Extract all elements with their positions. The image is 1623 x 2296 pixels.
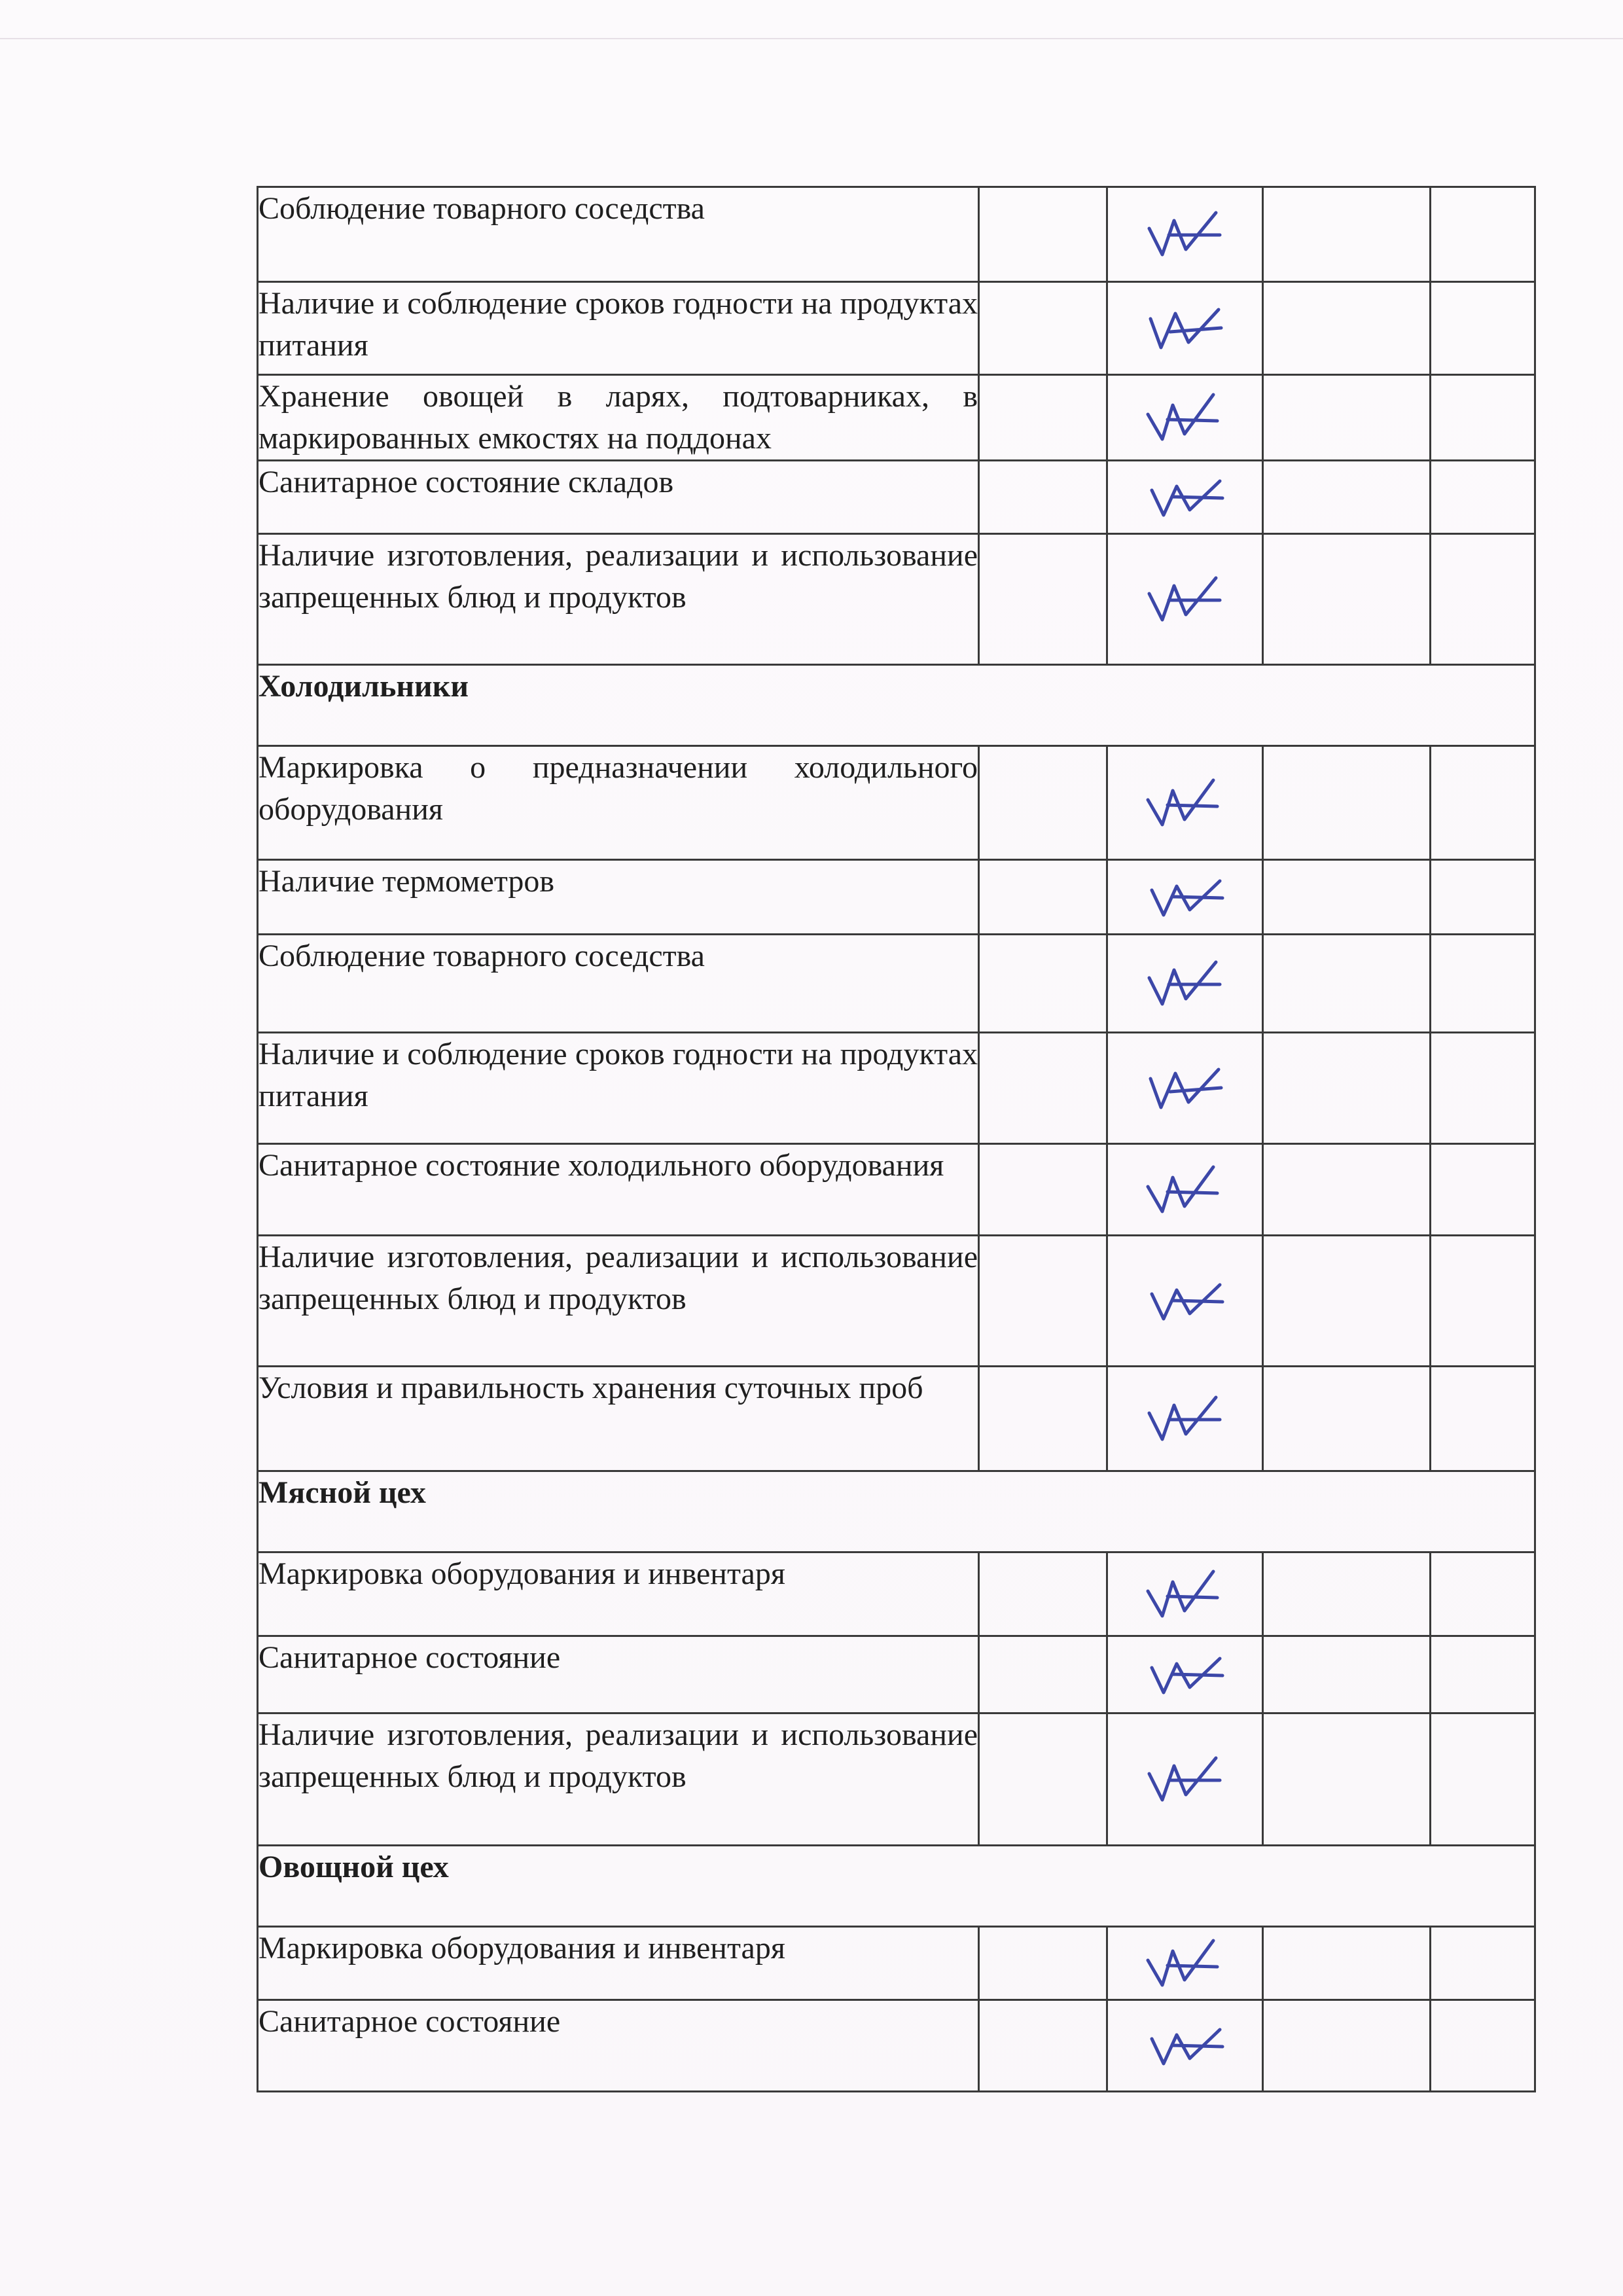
handwritten-initials-mark [1143,958,1228,1009]
empty-cell [1263,375,1431,461]
empty-cell [1263,1236,1431,1367]
empty-cell [1431,860,1535,935]
table-row [258,1236,1535,1367]
criterion-cell: Маркировка оборудования и инвентаря [258,1927,979,2000]
handwritten-initials-mark [1143,1649,1228,1700]
section-heading: Мясной цех [258,1471,1535,1552]
signature-mark-cell [1107,935,1263,1033]
handwritten-initials-mark [1143,1569,1228,1620]
empty-cell [1263,187,1431,282]
criterion-cell: Наличие термометров [258,860,979,935]
handwritten-initials-mark [1143,2020,1228,2072]
empty-cell [1431,461,1535,534]
empty-cell [1263,1367,1431,1471]
signature-mark-cell [1107,1144,1263,1236]
handwritten-initials-mark [1143,1754,1228,1805]
empty-cell [1263,1033,1431,1144]
signature-mark-cell [1107,746,1263,860]
empty-cell [1431,187,1535,282]
empty-cell [979,2000,1107,2092]
empty-cell [979,935,1107,1033]
empty-cell [1263,1713,1431,1846]
empty-cell [979,282,1107,375]
table-row [258,1713,1535,1846]
criterion-cell: Санитарное состояние холодильного оборудования [258,1144,979,1236]
handwritten-initials-mark [1143,209,1228,260]
section-row [258,1471,1535,1552]
handwritten-initials-mark [1143,574,1228,625]
signature-mark-cell [1107,1236,1263,1367]
empty-cell [1263,935,1431,1033]
signature-mark-cell [1107,1552,1263,1636]
criterion-cell: Наличие и соблюдение сроков годности на продуктах питания [258,1033,979,1144]
criterion-cell: Хранение овощей в ларях, подтоварниках, в маркированных емкостях на поддонах [258,375,979,461]
handwritten-initials-mark [1143,778,1228,829]
criterion-cell: Соблюдение товарного соседства [258,187,979,282]
empty-cell [1263,2000,1431,2092]
empty-cell [1263,1927,1431,2000]
empty-cell [1263,746,1431,860]
criterion-cell: Маркировка оборудования и инвентаря [258,1552,979,1636]
empty-cell [979,461,1107,534]
empty-cell [1263,534,1431,665]
empty-cell [1263,1636,1431,1713]
criterion-cell: Наличие и соблюдение сроков годности на продуктах питания [258,282,979,375]
table-row [258,1367,1535,1471]
criterion-cell: Условия и правильность хранения суточных проб [258,1367,979,1471]
empty-cell [1431,282,1535,375]
table-row [258,1144,1535,1236]
empty-cell [979,1927,1107,2000]
handwritten-initials-mark [1143,872,1228,923]
table-row [258,1636,1535,1713]
empty-cell [1431,2000,1535,2092]
criterion-cell: Наличие изготовления, реализации и использование запрещенных блюд и продуктов [258,1236,979,1367]
empty-cell [1263,282,1431,375]
signature-mark-cell [1107,2000,1263,2092]
empty-cell [979,1552,1107,1636]
handwritten-initials-mark [1143,1276,1228,1327]
section-heading: Овощной цех [258,1846,1535,1927]
signature-mark-cell [1107,187,1263,282]
checklist-body [258,187,1535,2092]
table-row [258,375,1535,461]
section-row [258,1846,1535,1927]
table-row [258,935,1535,1033]
empty-cell [1263,1144,1431,1236]
section-heading: Холодильники [258,665,1535,746]
handwritten-initials-mark [1143,1063,1228,1114]
empty-cell [1431,534,1535,665]
signature-mark-cell [1107,1927,1263,2000]
empty-cell [1431,1636,1535,1713]
empty-cell [1431,1713,1535,1846]
table-row [258,1552,1535,1636]
empty-cell [979,1713,1107,1846]
table-row [258,187,1535,282]
empty-cell [979,860,1107,935]
empty-cell [979,187,1107,282]
signature-mark-cell [1107,860,1263,935]
criterion-cell: Наличие изготовления, реализации и использование запрещенных блюд и продуктов [258,1713,979,1846]
signature-mark-cell [1107,1636,1263,1713]
table-row [258,1033,1535,1144]
empty-cell [1263,461,1431,534]
handwritten-initials-mark [1143,1164,1228,1215]
signature-mark-cell [1107,461,1263,534]
table-row [258,1927,1535,2000]
handwritten-initials-mark [1143,303,1228,354]
table-row [258,2000,1535,2092]
table-row [258,534,1535,665]
table-row [258,282,1535,375]
signature-mark-cell [1107,534,1263,665]
empty-cell [979,1033,1107,1144]
empty-cell [979,375,1107,461]
signature-mark-cell [1107,1367,1263,1471]
empty-cell [1431,1367,1535,1471]
handwritten-initials-mark [1143,1938,1228,1989]
empty-cell [979,746,1107,860]
signature-mark-cell [1107,282,1263,375]
empty-cell [1431,1552,1535,1636]
signature-mark-cell [1107,1713,1263,1846]
empty-cell [1431,1033,1535,1144]
empty-cell [979,534,1107,665]
criterion-cell: Санитарное состояние [258,2000,979,2092]
section-row [258,665,1535,746]
criterion-cell: Маркировка о предназначении холодильного оборудования [258,746,979,860]
handwritten-initials-mark [1143,1393,1228,1444]
empty-cell [1431,1236,1535,1367]
inspection-checklist-table [257,186,1536,2092]
page-edge-line [0,38,1623,39]
empty-cell [979,1144,1107,1236]
empty-cell [1431,746,1535,860]
empty-cell [1431,1144,1535,1236]
empty-cell [1431,375,1535,461]
criterion-cell: Санитарное состояние [258,1636,979,1713]
handwritten-initials-mark [1143,392,1228,443]
empty-cell [979,1636,1107,1713]
empty-cell [979,1236,1107,1367]
table-row [258,860,1535,935]
empty-cell [1263,1552,1431,1636]
criterion-cell: Наличие изготовления, реализации и использование запрещенных блюд и продуктов [258,534,979,665]
signature-mark-cell [1107,1033,1263,1144]
handwritten-initials-mark [1143,472,1228,523]
signature-mark-cell [1107,375,1263,461]
empty-cell [1431,1927,1535,2000]
empty-cell [979,1367,1107,1471]
criterion-cell: Санитарное состояние складов [258,461,979,534]
empty-cell [1263,860,1431,935]
table-row [258,461,1535,534]
empty-cell [1431,935,1535,1033]
table-row [258,746,1535,860]
criterion-cell: Соблюдение товарного соседства [258,935,979,1033]
